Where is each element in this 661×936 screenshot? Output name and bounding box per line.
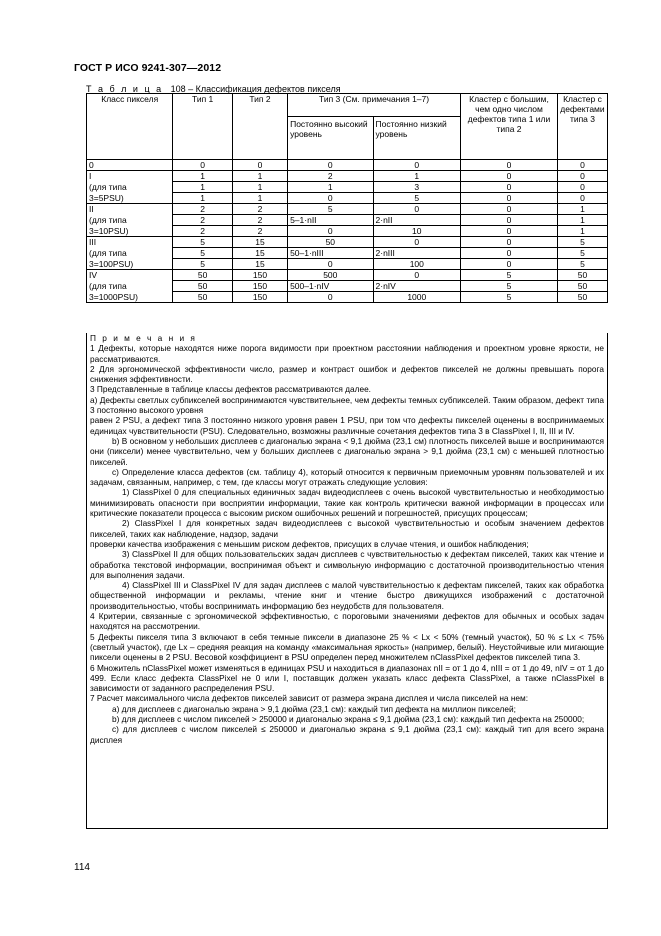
table-body (87, 160, 608, 303)
table-cell-hi: 0 (288, 292, 373, 303)
table-row (87, 281, 608, 292)
header-type3: Тип 3 (См. примечания 1–7) (288, 94, 461, 117)
header-cluster12: Кластер с большим, чем одно числом дефектов типа 1 или типа 2 (461, 94, 558, 160)
table-cell-t1: 0 (173, 160, 232, 171)
table-row (87, 292, 608, 303)
table-cell-t2: 15 (232, 237, 287, 248)
table-cell-c12: 0 (461, 248, 558, 259)
page-number: 114 (74, 862, 90, 873)
table-row (87, 204, 608, 215)
note-item: 4) ClassPixel III и ClassPixel IV для задач дисплеев с малой чувствительностью к дефектам пикселей, таких как обработка общественной информации и рекламы, чтение книг и чтение быстро движущихся изображений с достаточной производительностью, чтобы воспринимать информацию без неудобств для пользователя. (90, 580, 604, 611)
header-cluster3: Кластер с дефектами типа 3 (557, 94, 607, 160)
table-cell-lo: 3 (373, 182, 461, 193)
table-cell-t1: 1 (173, 193, 232, 204)
note-item: 5 Дефекты пикселя типа 3 включают в себя темные пиксели в диапазоне 25 % < Lx < 50% (темный участок), 50 % ≤ Lx < 75% (светлый участок), где Lx – средняя реакция на команду «максимальная яркость» (например, белый). Неустойчивые или мигающие пиксели оценены в 2 PSU. Весовой коэффициент в PSU определен перед множителем nClassPixel дефектов пикселей типа 3. (90, 631, 604, 663)
table-cell-lo: 100 (373, 259, 461, 270)
table-cell-hi: 5 (288, 204, 373, 215)
table-cell-c3: 50 (557, 292, 607, 303)
table-cell-t2: 1 (232, 182, 287, 193)
table-cell-t2: 15 (232, 248, 287, 259)
table-cell-t1: 2 (173, 226, 232, 237)
table-cell-cls: IV (87, 270, 173, 281)
table-cell-c3: 1 (557, 204, 607, 215)
header-type3-low: Постоянно низкий уровень (373, 117, 461, 160)
table-cell-c3: 1 (557, 226, 607, 237)
table-row (87, 171, 608, 182)
table-cell-c12: 0 (461, 160, 558, 171)
table-cell-c12: 0 (461, 204, 558, 215)
table-cell-hi: 50–1·nIII (288, 248, 373, 259)
table-cell-c3: 0 (557, 182, 607, 193)
table-cell-t2: 150 (232, 292, 287, 303)
table-cell-lo: 1 (373, 171, 461, 182)
table-cell-cls: 3=1000PSU) (87, 292, 173, 303)
table-cell-hi: 500–1·nIV (288, 281, 373, 292)
table-cell-t2: 1 (232, 171, 287, 182)
header-type3-high: Постоянно высокий уровень (288, 117, 373, 160)
table-cell-c12: 0 (461, 182, 558, 193)
note-item: 7 Расчет максимального числа дефектов пикселей зависит от размера экрана дисплея и числа пикселей на нем: (90, 693, 529, 704)
header-class: Класс пикселя (87, 94, 173, 160)
table-cell-lo: 0 (373, 237, 461, 248)
table-row (87, 237, 608, 248)
table-cell-c3: 0 (557, 171, 607, 182)
table-cell-c12: 0 (461, 259, 558, 270)
table-row (87, 193, 608, 204)
table-cell-hi: 0 (288, 259, 373, 270)
table-cell-lo: 2·nIII (373, 248, 461, 259)
table-cell-t1: 1 (173, 171, 232, 182)
table-row (87, 160, 608, 171)
defect-classification-table (86, 93, 608, 303)
table-cell-c12: 0 (461, 237, 558, 248)
notes-block (86, 333, 608, 829)
caption-prefix: Т а б л и ц а (86, 84, 164, 94)
table-row (87, 226, 608, 237)
table-cell-t1: 5 (173, 248, 232, 259)
note-item: 2 Для эргономической эффективности число, размер и контраст ошибок и дефектов пикселей не должны превышать порога снижения эффективности. (90, 363, 604, 385)
table-cell-t2: 2 (232, 226, 287, 237)
note-item: а) Дефекты светлых субпикселей воспринимаются чувствительнее, чем дефекты темных субпикселей. Таким образом, дефект типа 3 постоянно высокого уровня (90, 394, 604, 416)
note-item: равен 2 PSU, а дефект типа 3 постоянно низкого уровня равен 1 PSU, при том что дефекты пикселей оценены в воспринимаемых единицах чувствительности (PSU). Следовательно, возможны различные сочетания дефектов типа 3 в ClassPixel I, II, III и IV. (90, 415, 604, 436)
note-item: 3 Представленные в таблице классы дефектов рассматриваются далее. (90, 384, 371, 395)
table-cell-t2: 150 (232, 281, 287, 292)
header-type1: Тип 1 (173, 94, 232, 160)
note-item: 3) ClassPixel II для общих пользовательских задач дисплеев с чувствительностью к дефектам пикселей, таких как чтение и обработка текстовой информации, воспринимая объект и символьную информацию с достаточной производительностью чтения для выполнения задачи. (90, 549, 604, 580)
table-cell-cls: (для типа (87, 281, 173, 292)
table-cell-lo: 0 (373, 270, 461, 281)
table-cell-t1: 1 (173, 182, 232, 193)
table-cell-c3: 1 (557, 215, 607, 226)
table-cell-cls: (для типа (87, 215, 173, 226)
table-cell-c3: 5 (557, 259, 607, 270)
table-cell-c3: 50 (557, 270, 607, 281)
table-cell-c3: 5 (557, 248, 607, 259)
table-cell-cls: III (87, 237, 173, 248)
table-row (87, 270, 608, 281)
note-item: 6 Множитель nClassPixel может изменяться в единицах PSU и находиться в диапазонах nII = от 1 до 4, nIII = от 1 до 49, nIV = от 1 до 499. Если класс дефекта ClassPixel не 0 или I, поставщик должен указать класс дефекта ClassPixel, а также nClassPixel в зависимости от заданного распределения PSU. (90, 662, 604, 694)
table-cell-lo: 10 (373, 226, 461, 237)
notes-title: П р и м е ч а н и я (90, 333, 197, 343)
table-cell-hi: 2 (288, 171, 373, 182)
table-cell-t2: 15 (232, 259, 287, 270)
table-cell-c3: 50 (557, 281, 607, 292)
table-cell-cls: (для типа (87, 248, 173, 259)
note-item: 1) ClassPixel 0 для специальных единичных задач видеодисплеев с очень высокой чувствительностью и необходимостью минимизировать опасности при восприятии информации, такие как контроль критически важной информации в процессах или критические показатели процесса с высоким риском ошибочных решений и погрешностей, присущих процессам; (90, 487, 604, 519)
table-cell-lo: 0 (373, 204, 461, 215)
table-cell-c12: 5 (461, 270, 558, 281)
table-cell-hi: 0 (288, 226, 373, 237)
table-cell-cls: 0 (87, 160, 173, 171)
note-item: b) В основном у небольших дисплеев с диагональю экрана < 9,1 дюйма (23,1 см) плотность пикселей выше и воспринимаются они (пиксели) менее чувствительно, чем у больших дисплеев с диагональю экрана > 9,1 дюйма (23,1 см) с меньшей плотностью пикселей. (90, 435, 604, 467)
table-cell-lo: 2·nIV (373, 281, 461, 292)
table-cell-t1: 2 (173, 215, 232, 226)
table-cell-hi: 5–1·nII (288, 215, 373, 226)
table-cell-t2: 2 (232, 204, 287, 215)
table-cell-cls: 3=100PSU) (87, 259, 173, 270)
table-cell-t1: 50 (173, 270, 232, 281)
note-item: b) для дисплеев с числом пикселей > 250000 и диагональю экрана ≤ 9,1 дюйма (23,1 см): каждый тип дефекта на 250000; (112, 713, 585, 724)
table-cell-c12: 0 (461, 226, 558, 237)
caption-text: 108 – Классификация дефектов пикселя (170, 84, 341, 94)
table-cell-lo: 1000 (373, 292, 461, 303)
note-item: проверки качества изображения с меньшим риском дефектов, присущих в случае чтения, и ошибок наблюдения; (90, 538, 529, 549)
table-cell-c12: 0 (461, 171, 558, 182)
table-cell-t2: 150 (232, 270, 287, 281)
table-cell-cls: (для типа (87, 182, 173, 193)
table-row (87, 215, 608, 226)
table-cell-lo: 0 (373, 160, 461, 171)
note-item: с) для дисплеев с числом пикселей ≤ 250000 и диагональю экрана ≤ 9,1 дюйма (23,1 см): каждый тип для всего экрана дисплея (90, 724, 604, 745)
table-cell-t1: 50 (173, 292, 232, 303)
table-cell-c3: 0 (557, 160, 607, 171)
table-cell-cls: 3=10PSU) (87, 226, 173, 237)
table-cell-lo: 2·nII (373, 215, 461, 226)
table-cell-hi: 0 (288, 193, 373, 204)
note-item: 4 Критерии, связанные с эргономической эффективностью, с пороговыми значениями дефектов для обычных и особых задач находятся на рассмотрении. (90, 611, 604, 632)
table-cell-t1: 50 (173, 281, 232, 292)
table-cell-t2: 2 (232, 215, 287, 226)
table-cell-c12: 5 (461, 292, 558, 303)
table-cell-hi: 500 (288, 270, 373, 281)
header-type2: Тип 2 (232, 94, 287, 160)
table-row (87, 182, 608, 193)
table-cell-cls: 3=5PSU) (87, 193, 173, 204)
table-cell-c12: 5 (461, 281, 558, 292)
table-cell-cls: I (87, 171, 173, 182)
table-cell-t2: 0 (232, 160, 287, 171)
table-cell-t1: 5 (173, 259, 232, 270)
table-cell-hi: 50 (288, 237, 373, 248)
note-item: а) для дисплеев с диагональю экрана > 9,1 дюйма (23,1 см): каждый тип дефекта на миллион пикселей; (112, 703, 516, 714)
note-item: 1 Дефекты, которые находятся ниже порога видимости при проектном расстоянии наблюдения и проектном уровне яркости, не рассматриваются. (90, 343, 604, 364)
table-cell-c3: 5 (557, 237, 607, 248)
table-cell-c3: 0 (557, 193, 607, 204)
table-row (87, 259, 608, 270)
table-cell-c12: 0 (461, 215, 558, 226)
note-item: с) Определение класса дефектов (см. таблицу 4), который относится к первичным приемочным уровням пользователей и их задачам, связанным, например, с тем, где классы могут отражать следующие условия: (90, 466, 604, 488)
table-cell-t1: 5 (173, 237, 232, 248)
note-item: 2) ClassPixel I для конкретных задач видеодисплеев с высокой чувствительностью и особым значением дефектов пикселей, таких как наблюдение, надзор, задачи (90, 518, 604, 539)
document-header: ГОСТ Р ИСО 9241-307—2012 (74, 62, 222, 74)
table-row (87, 248, 608, 259)
table-cell-t2: 1 (232, 193, 287, 204)
table-cell-t1: 2 (173, 204, 232, 215)
table-cell-cls: II (87, 204, 173, 215)
table-cell-hi: 0 (288, 160, 373, 171)
table-cell-hi: 1 (288, 182, 373, 193)
table-cell-lo: 5 (373, 193, 461, 204)
table-cell-c12: 0 (461, 193, 558, 204)
